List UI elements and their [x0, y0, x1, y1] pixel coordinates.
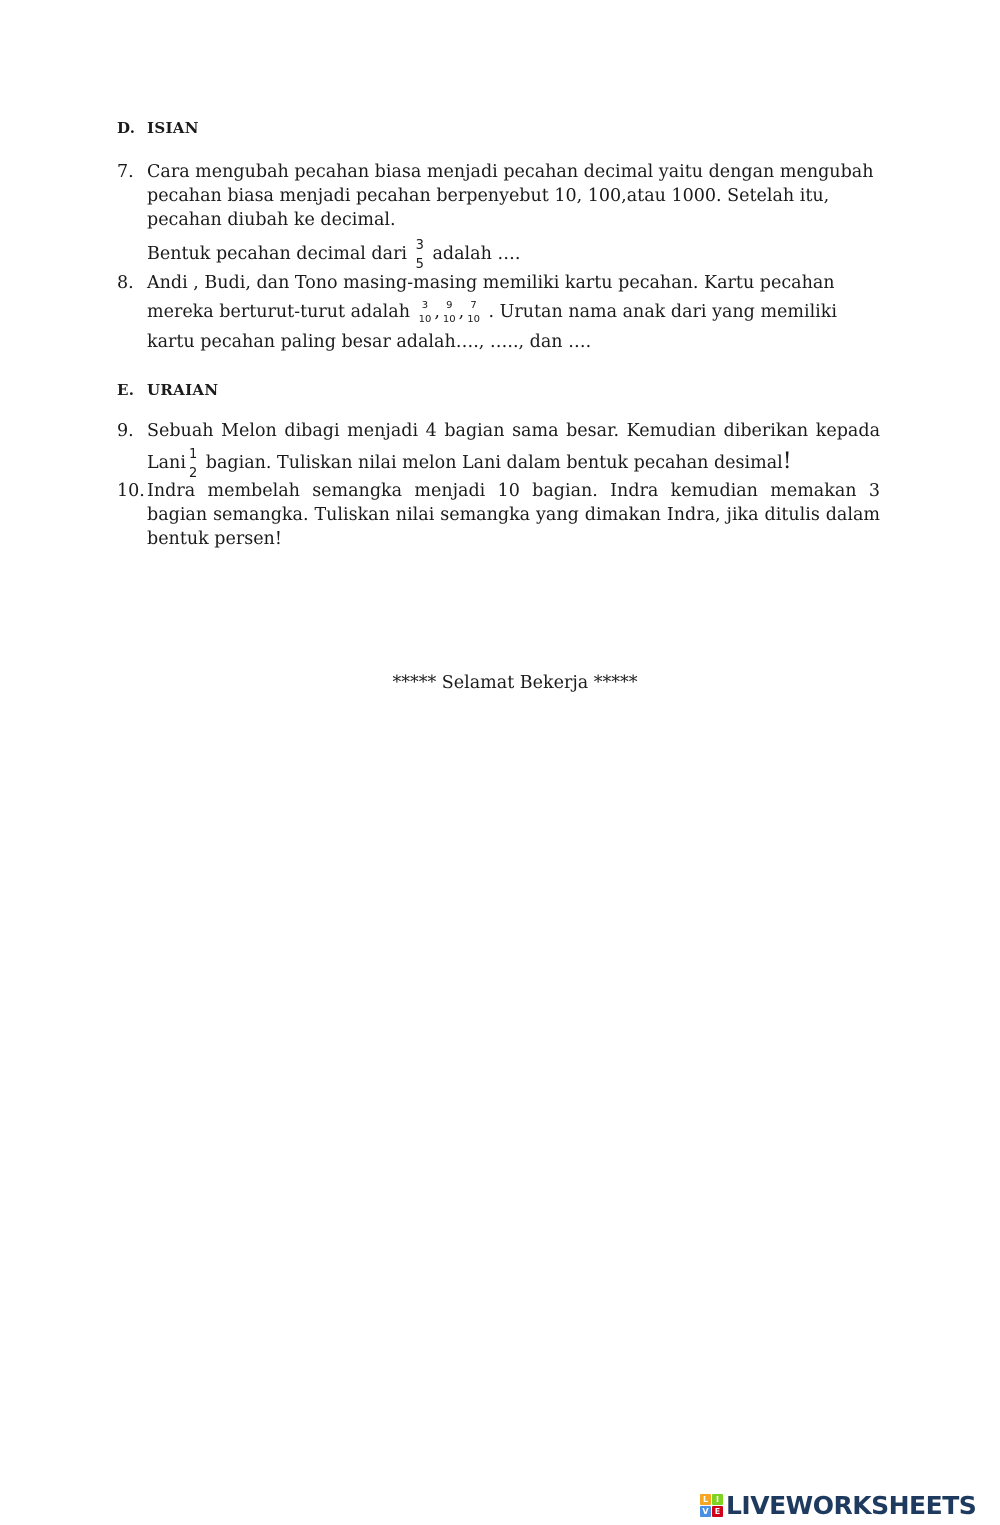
q10-line1-wrap — [147, 479, 880, 503]
q8-line3: kartu pecahan paling besar adalah…., ….., dan …. — [147, 332, 592, 352]
logo-mark-cell: V — [700, 1506, 711, 1517]
closing-message: ***** Selamat Bekerja ***** — [392, 673, 638, 693]
logo-mark-cell: E — [712, 1506, 723, 1517]
logo-mark-cell: I — [712, 1494, 723, 1505]
q8-separator-1: , — [434, 302, 440, 322]
logo-text: LIVEWORKSHEETS — [726, 1490, 977, 1520]
q7-line4-end: adalah …. — [432, 244, 521, 264]
section-d-letter: D. — [117, 119, 136, 137]
q8-line1: Andi , Budi, dan Tono masing-masing memiliki kartu pecahan. Kartu pecahan — [147, 273, 835, 293]
q8-line2 — [147, 294, 837, 330]
q9-line2-end: bagian. Tuliskan nilai melon Lani dalam bentuk pecahan desimal — [205, 453, 783, 473]
q7-fraction-denominator: 5 — [415, 256, 424, 272]
section-e-heading — [117, 381, 218, 399]
q8-fraction-1-denominator: 10 — [418, 313, 432, 325]
q8-fraction-1 — [419, 301, 432, 325]
q10-number: 10. — [117, 481, 145, 501]
q8-fraction-1-numerator: 3 — [421, 299, 429, 311]
q8-fraction-3-denominator: 10 — [467, 313, 480, 325]
q7-line2: pecahan biasa menjadi pecahan berpenyebut 10, 100,atau 1000. Setelah itu, — [147, 186, 830, 206]
q8-fraction-2-denominator: 10 — [442, 313, 456, 325]
q8-fraction-3 — [467, 301, 480, 325]
q8-number: 8. — [117, 273, 134, 293]
q8-line2-end: . Urutan nama anak dari yang memiliki — [488, 302, 837, 322]
q8-separator-2: , — [458, 302, 465, 322]
q9-number: 9. — [117, 421, 134, 441]
q9-line1: Sebuah Melon dibagi menjadi 4 bagian sama besar. Kemudian diberikan kepada — [147, 421, 880, 441]
q9-fraction-numerator: 1 — [188, 446, 198, 462]
q9-line2-text: Lani — [147, 453, 186, 473]
q8-fraction-2-numerator: 9 — [446, 299, 453, 311]
q7-line3: pecahan diubah ke decimal. — [147, 210, 396, 230]
q7-line4 — [147, 235, 520, 273]
section-d-title: ISIAN — [147, 119, 199, 137]
q9-exclamation: ! — [782, 449, 792, 474]
q10-line3: bentuk persen! — [147, 529, 282, 549]
q10-line2-wrap — [147, 503, 880, 527]
section-e-letter: E. — [117, 381, 135, 399]
q7-line4-text: Bentuk pecahan decimal dari — [147, 244, 408, 264]
q7-line1: Cara mengubah pecahan biasa menjadi pecahan decimal yaitu dengan mengubah — [147, 162, 874, 182]
liveworksheets-mark-icon — [700, 1494, 723, 1517]
section-e-title: URAIAN — [147, 381, 219, 399]
q8-fraction-3-numerator: 7 — [470, 299, 477, 311]
q9-fraction-denominator: 2 — [188, 465, 198, 481]
q10-line2: bagian semangka. Tuliskan nilai semangka yang dimakan Indra, jika ditulis dalam — [147, 505, 880, 525]
q7-fraction-numerator: 3 — [415, 237, 424, 253]
q7-number: 7. — [117, 162, 134, 182]
q8-fraction-2 — [443, 301, 456, 325]
q9-line2 — [147, 443, 792, 482]
q9-line1-wrap — [147, 419, 880, 443]
section-d-heading — [117, 119, 199, 137]
liveworksheets-logo — [700, 1490, 976, 1520]
q10-line1: Indra membelah semangka menjadi 10 bagian. Indra kemudian memakan 3 — [147, 481, 880, 501]
logo-mark-cell: L — [700, 1494, 711, 1505]
q7-fraction — [416, 239, 424, 271]
q8-line2-text: mereka berturut-turut adalah — [147, 302, 410, 322]
q9-fraction — [189, 448, 197, 480]
